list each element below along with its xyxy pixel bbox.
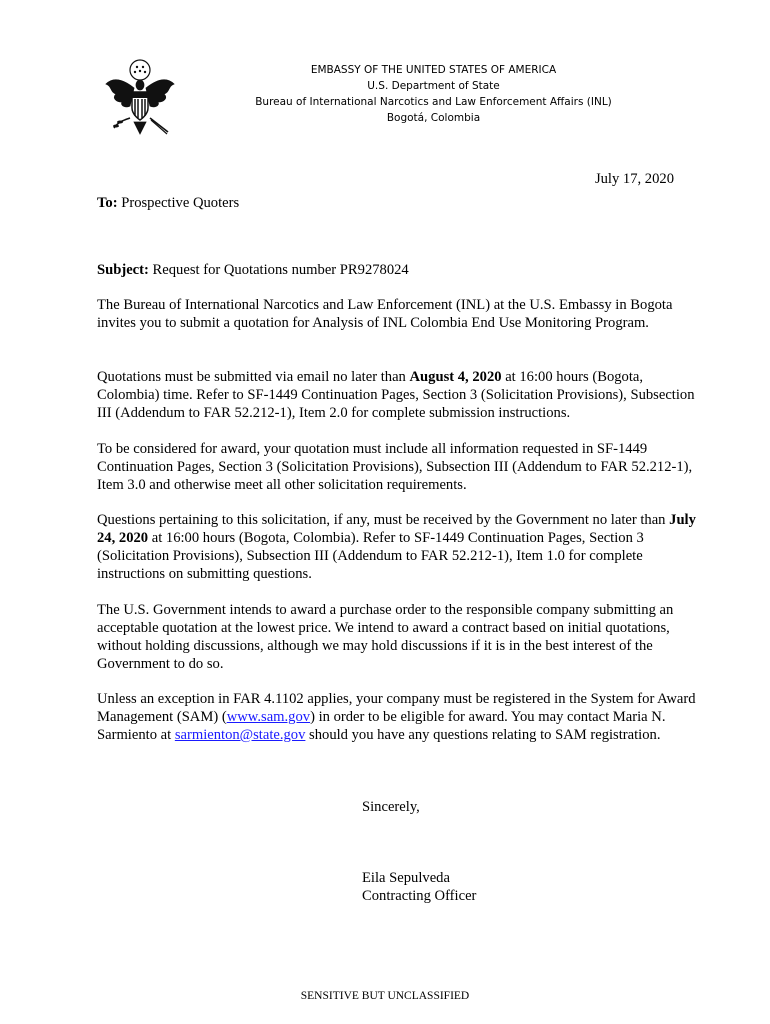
paragraph-questions-deadline <box>97 511 697 583</box>
paragraph-award-requirements: To be considered for award, your quotation must include all information requested in SF-1449 Continuation Pages, Section 3 (Solicitation Provisions), Subsection III (Addendum to FAR 52.212-1), Item 3.0 and otherwise meet all other solicitation requirements. <box>97 441 693 493</box>
para4-after: at 16:00 hours (Bogota, Colombia). Refer to SF-1449 Continuation Pages, Section 3 (Solicitation Provisions), Subsection III (Addendum to FAR 52.212-1), Item 1.0 for complete instructions on submitting questions. <box>97 530 644 582</box>
letterhead-line-department: U.S. Department of State <box>367 80 500 92</box>
letter-date: July 17, 2020 <box>594 171 674 187</box>
to-value: Prospective Quoters <box>121 195 240 211</box>
para6-part1: Unless an exception in FAR 4.1102 applies, your company must be registered in the System for Award Management (SAM) ( <box>97 691 696 725</box>
classification-footer: SENSITIVE BUT UNCLASSIFIED <box>300 990 470 1002</box>
contact-email-link[interactable]: sarmienton@state.gov <box>174 727 306 743</box>
signer-title: Contracting Officer <box>362 888 477 904</box>
subject-label: Subject: <box>97 262 149 278</box>
paragraph-submission-deadline <box>97 368 697 422</box>
letterhead <box>225 62 642 126</box>
submission-deadline-date: August 4, 2020 <box>409 369 502 385</box>
para6-part3: should you have any questions relating to SAM registration. <box>305 727 661 743</box>
closing: Sincerely, <box>362 799 420 815</box>
para6-part2: ) in order to be eligible for award. You may contact Maria N. Sarmiento at <box>97 709 666 743</box>
signer-name: Eila Sepulveda <box>362 870 450 886</box>
letterhead-line-city: Bogotá, Colombia <box>386 112 481 124</box>
para2-after: at 16:00 hours (Bogota, Colombia) time. Refer to SF-1449 Continuation Pages, Section 3 (Solicitation Provisions), Subsection III (Addendum to FAR 52.212-1), Item 2.0 for complete submission instructions. <box>97 369 695 421</box>
letterhead-line-bureau: Bureau of International Narcotics and Law Enforcement Affairs (INL) <box>255 96 612 108</box>
letterhead-line-embassy: EMBASSY OF THE UNITED STATES OF AMERICA <box>310 64 557 76</box>
subject-value: Request for Quotations number PR9278024 <box>152 262 409 278</box>
to-label: To: <box>97 195 118 211</box>
questions-deadline-date: July 24, 2020 <box>97 512 696 546</box>
para4-before: Questions pertaining to this solicitation, if any, must be received by the Government no later than <box>97 512 670 528</box>
paragraph-sam-registration <box>97 690 697 744</box>
para2-before: Quotations must be submitted via email no later than <box>97 369 410 385</box>
embassy-seal-logo <box>104 58 176 138</box>
to-line <box>97 194 697 212</box>
sam-website-link[interactable]: www.sam.gov <box>226 709 311 725</box>
paragraph-intro: The Bureau of International Narcotics and Law Enforcement (INL) at the U.S. Embassy in Bogota invites you to submit a quotation for Analysis of INL Colombia End Use Monitoring Program. <box>97 297 673 331</box>
paragraph-award-intent: The U.S. Government intends to award a purchase order to the responsible company submitting an acceptable quotation at the lowest price. We intend to award a contract based on initial quotations, without holding discussions, although we may hold discussions if it is in the best interest of the Government to do so. <box>97 602 674 672</box>
subject-line <box>97 261 697 279</box>
